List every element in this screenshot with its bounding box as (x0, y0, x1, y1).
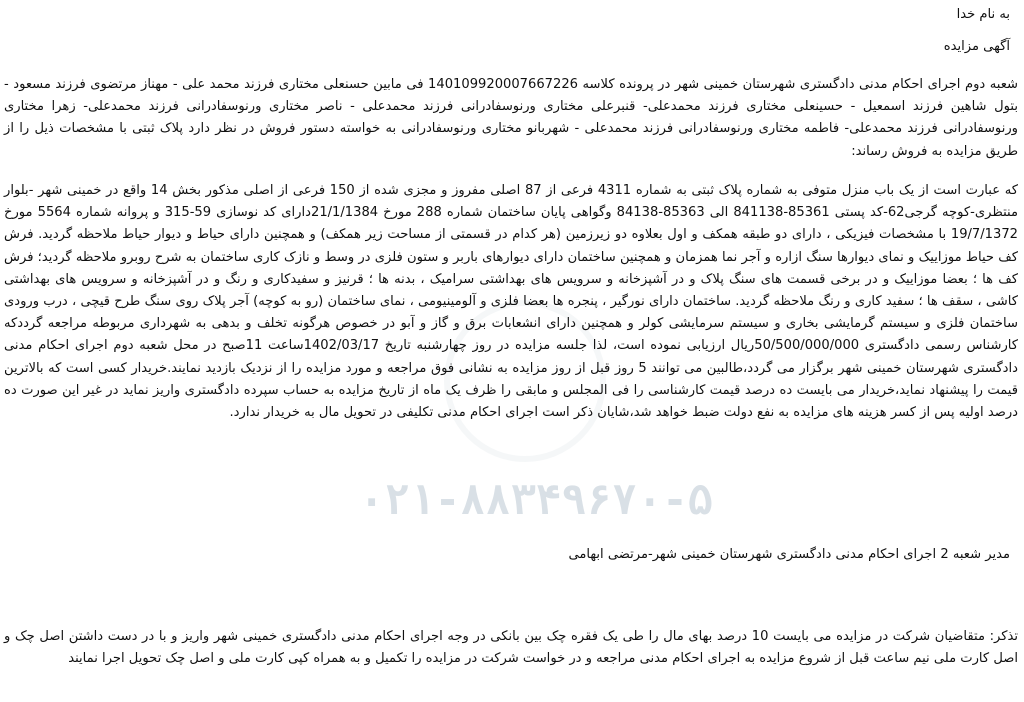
note-paragraph: تذکر: متقاضیان شرکت در مزایده می بایست 10 درصد بهای مال را طی یک فقره چک بین بانکی در وجه اجرای احکام مدنی دادگستری خمینی شهر واریز و با در دست داشتن اصل چک و اصل کارت ملی نیم ساعت قبل از شروع مزایده به اجرای احکام مدنی مراجعه و در خواست شرکت در مزایده را تکمیل و به همراه کپی کارت ملی و اصل چک تحویل اجرا نمایند (4, 629, 1018, 667)
watermark-phone: ۰۲۱-۸۸۳۴۹۶۷۰-۵ (359, 475, 714, 524)
auction-notice-document (4, 0, 1018, 702)
property-description-paragraph: که عبارت است از یک باب منزل متوفی به شماره پلاک ثبتی به شماره 4311 فرعی از 87 اصلی مفروز و مجزی شده از 150 فرعی از اصلی مذکور بخش 14 واقع در خمینی شهر -بلوار منتظری-کوچه گرجی62-کد پستی 85361-841138 الی 85363-84138 وگواهی پایان ساختمان شماره 288 مورخ 21/1/1384دارای کد نوسازی 59-315 و پروانه شماره 5564 مورخ 19/7/1372 با مشخصات فیزیکی ، دارای دو طبقه همکف و اول بعلاوه دو زیرزمین (هر کدام در قسمتی از مساحت زیر همکف) و همچنین دارای حیاط و دیوار حیاط ملاحظه گردید. فرش کف حیاط موزاییک و نمای دیوارها سنگ ازاره و آجر نما همزمان و همچنین ساختمان دارای دیوارهای باربر و ستون فلزی در وسط و نازک کاری ساختمان به شرح روبرو ملاحظه گردید؛ فرش کف ها ؛ بعضا موزاییک و در برخی قسمت های سنگ پلاک و در آشپزخانه و سرویس های بهداشتی سرامیک ، بدنه ها ؛ قرنیز و سفیدکاری و رنگ و در آشپزخانه و سرویس های بهداشتی کاشی ، سقف ها ؛ سفید کاری و رنگ ملاحظه گردید. ساختمان دارای نورگیر ، پنجره ها بعضا فلزی و آلومینیومی ، نمای ساختمان (رو به کوچه) آجر پلاک روی سنگ طرح قیچی ، درب ورودی ساختمان فلزی و سیستم گرمایشی بخاری و سیستم سرمایشی کولر و همچنین دارای انشعابات برق و گاز و آبو در خصوص هرگونه تخلف و بدهی به شهرداری مربوطه مراجعه گرددکه کارشناس رسمی دادگستری 50/500/000/000ریال ارزیابی نموده است، لذا جلسه مزایده در روز چهارشنبه تاریخ 1402/03/17ساعت 11صبح در محل شعبه دوم اجرای احکام مدنی دادگستری شهرستان خمینی شهر برگزار می گردد،طالبین می توانند 5 روز قبل از روز مزایده به نشانی فوق مراجعه و مورد مزایده را از نزدیک بازدید نمایند.خریدار کسی است که بالاترین قیمت را پیشنهاد نماید،خریدار می بایست ده درصد قیمت کارشناسی را فی المجلس و مابقی را ظرف یک ماه از تاریخ مزایده به حساب سپرده دادگستری واریز نماید در غیر این صورت ده درصد اولیه پس از کسر هزینه های مزایده به نفع دولت ضبط خواهد شد،شایان ذکر است اجرای احکام مدنی تکلیفی در تحویل مال به خریدار ندارد. (4, 183, 1018, 421)
document-heading: به نام خدا (956, 7, 1010, 22)
signature-line: مدیر شعبه 2 اجرای احکام مدنی دادگستری شهرستان خمینی شهر-مرتضی ابهامی (568, 547, 1010, 562)
intro-paragraph: شعبه دوم اجرای احکام مدنی دادگستری شهرستان خمینی شهر در پرونده کلاسه 140109920007667226 فی مابین حسنعلی مختاری فرزند محمد علی - مهناز مرتضوی فرزند مسعود - بتول شاهین فرزند اسمعیل - حسینعلی مختاری فرزند محمدعلی- قنبرعلی مختاری ورنوسفادرانی فرزند محمدعلی - ناصر مختاری ورنوسفادرانی فرزند محمدعلی- زهرا مختاری ورنوسفادرانی فرزند محمدعلی- فاطمه مختاری ورنوسفادرانی فرزند محمدعلی - شهربانو مختاری ورنوسفادرانی به خواسته دستور فروش در نظر دارد پلاک ثبتی با مشخصات ذیل را از طریق مزایده به فروش رساند: (4, 77, 1019, 159)
document-title: آگهی مزایده (943, 39, 1010, 54)
